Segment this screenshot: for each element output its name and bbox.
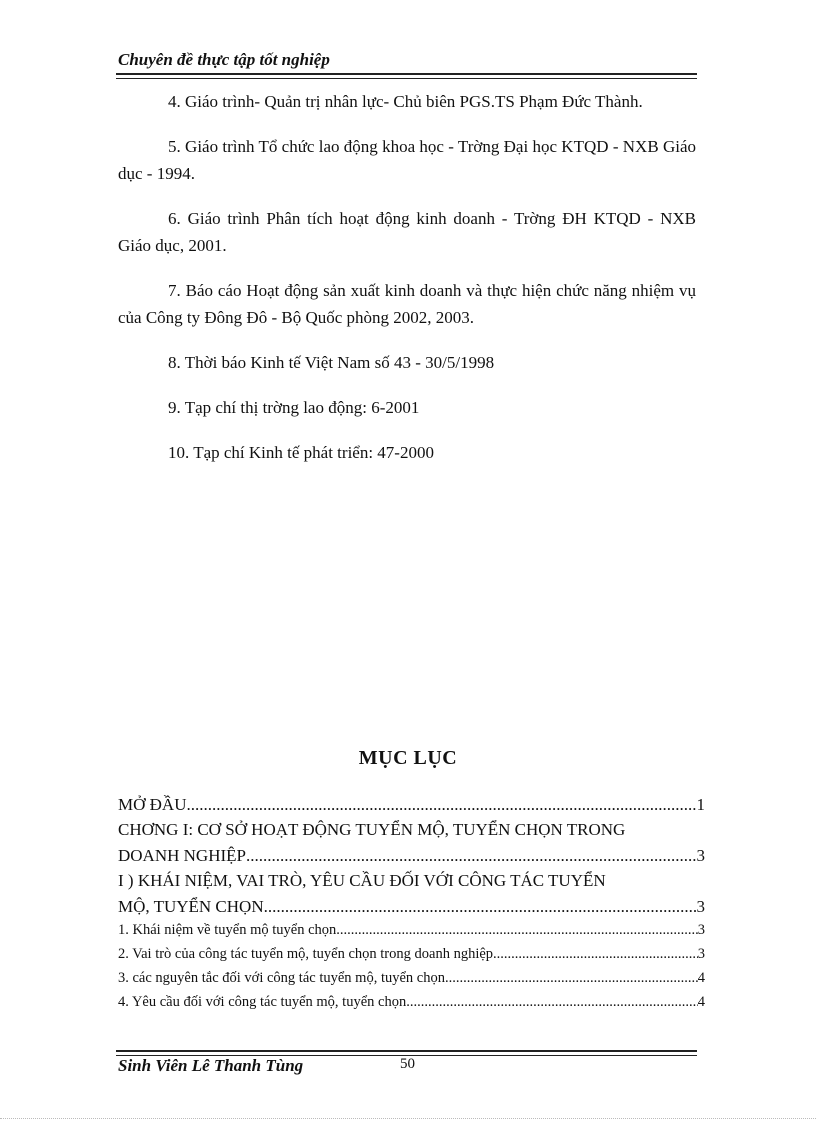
toc-entry-text: MỘ, TUYỂN CHỌN — [118, 897, 264, 916]
page-bottom-dotted-line — [0, 1118, 816, 1119]
toc-entry — [118, 846, 705, 871]
toc-entry-page: 3 — [697, 946, 705, 962]
toc-entry — [118, 922, 705, 946]
references-list — [118, 88, 696, 484]
toc-entry-page: 3 — [696, 897, 705, 916]
reference-item: 10. Tạp chí Kinh tế phát triển: 47-2000 — [168, 443, 434, 462]
toc-leader-dots — [493, 946, 698, 963]
toc-entry-text: 2. Vai trò của công tác tuyển mộ, tuyển chọn trong doanh nghiệp — [118, 946, 494, 962]
header-divider — [116, 73, 697, 79]
reference-item: 4. Giáo trình- Quản trị nhân lực- Chủ biên PGS.TS Phạm Đức Thành. — [168, 92, 643, 111]
toc-entry-heading-line: CHƠNG I: CƠ SỞ HOẠT ĐỘNG TUYỂN MỘ, TUYỂN CHỌN TRONG — [118, 820, 626, 839]
toc-entry — [118, 946, 705, 970]
toc-entry-text: DOANH NGHIỆP — [118, 846, 246, 865]
toc-entry-page: 4 — [697, 970, 705, 986]
toc-entry-heading-line: I ) KHÁI NIỆM, VAI TRÒ, YÊU CẦU ĐỐI VỚI CÔNG TÁC TUYỂN — [118, 871, 606, 890]
toc-entry-page: 4 — [697, 994, 705, 1010]
toc-entry-page: 3 — [696, 846, 705, 865]
reference-item: 9. Tạp chí thị trờng lao động: 6-2001 — [168, 398, 420, 417]
page-header-title: Chuyên đề thực tập tốt nghiệp — [118, 50, 330, 69]
toc-entry-text: 4. Yêu cầu đối với công tác tuyển mộ, tuyển chọn — [118, 994, 407, 1010]
toc-leader-dots — [246, 846, 697, 866]
toc-title: MỤC LỤC — [358, 747, 458, 769]
reference-item: 5. Giáo trình Tổ chức lao động khoa học - Trờng Đại học KTQD - NXB Giáo dục - 1994. — [118, 137, 696, 183]
toc-leader-dots — [186, 795, 696, 815]
toc-entry-page: 1 — [696, 795, 705, 814]
reference-item: 8. Thời báo Kinh tế Việt Nam số 43 - 30/5/1998 — [168, 353, 495, 372]
toc-entry — [118, 994, 705, 1018]
toc-leader-dots — [264, 897, 697, 917]
reference-item: 7. Báo cáo Hoạt động sản xuất kinh doanh và thực hiện chức năng nhiệm vụ của Công ty Đông Đô - Bộ Quốc phòng 2002, 2003. — [118, 281, 696, 327]
toc-entry-text: MỞ ĐẦU — [118, 795, 187, 814]
page-number: 50 — [400, 1056, 415, 1072]
table-of-contents — [118, 795, 705, 1018]
toc-entry — [118, 897, 705, 922]
toc-entry-page: 3 — [697, 922, 705, 938]
toc-leader-dots — [406, 994, 698, 1011]
toc-entry — [118, 795, 705, 820]
toc-leader-dots — [445, 970, 698, 987]
toc-leader-dots — [336, 922, 697, 939]
toc-entry-text: 1. Khái niệm về tuyển mộ tuyển chọn — [118, 922, 337, 938]
reference-item: 6. Giáo trình Phân tích hoạt động kinh doanh - Trờng ĐH KTQD - NXB Giáo dục, 2001. — [118, 209, 696, 255]
footer-author: Sinh Viên Lê Thanh Tùng — [118, 1056, 304, 1075]
toc-entry-text: 3. các nguyên tắc đối với công tác tuyển mộ, tuyển chọn — [118, 970, 445, 986]
toc-entry — [118, 970, 705, 994]
